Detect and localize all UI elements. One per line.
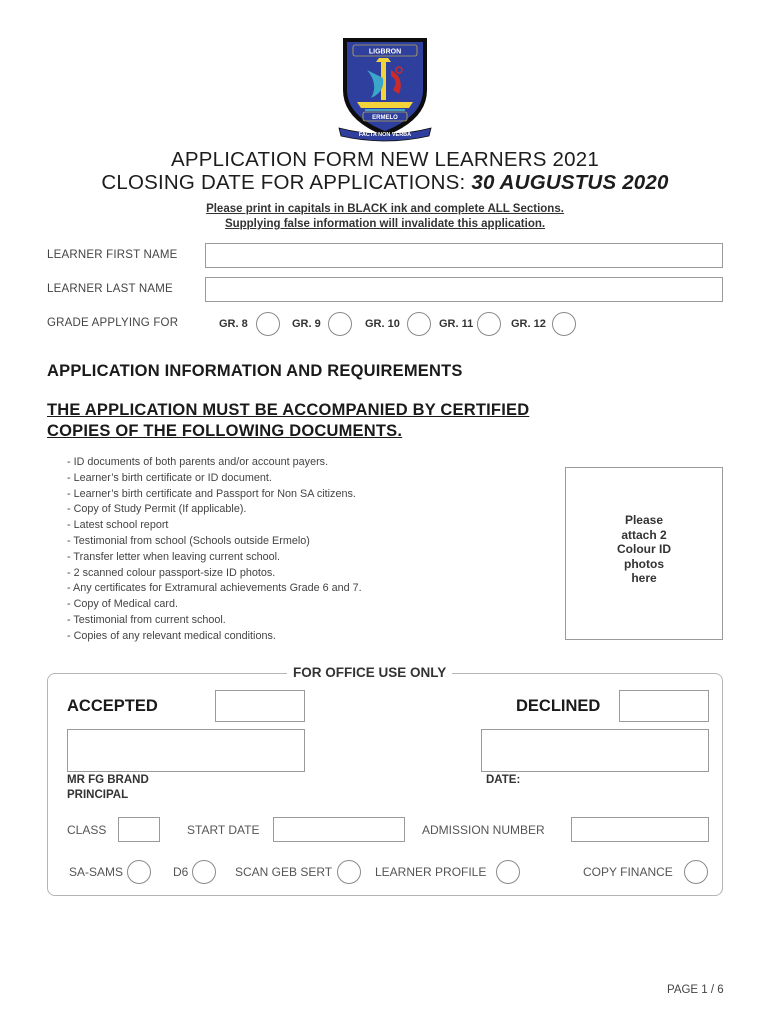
crest-bottom-text: ERMELO	[372, 115, 398, 121]
list-item: - Copy of Study Permit (If applicable).	[67, 503, 247, 516]
list-item: - ID documents of both parents and/or account payers.	[67, 456, 329, 468]
start-date-label: START DATE	[187, 823, 260, 837]
learner-profile-checkbox[interactable]	[496, 860, 520, 884]
principal-title: PRINCIPAL	[67, 789, 129, 801]
crest-motto: FACTA NON VERBA	[358, 132, 412, 138]
d6-label: D6	[173, 865, 189, 879]
grade-9-checkbox[interactable]	[328, 312, 352, 336]
list-item: - Learner’s birth certificate or ID document.	[67, 471, 272, 484]
last-name-field[interactable]	[205, 277, 723, 302]
first-name-label: LEARNER FIRST NAME	[47, 249, 178, 261]
grade-12-checkbox[interactable]	[552, 312, 576, 336]
documents-heading-line-2: COPIES OF THE FOLLOWING DOCUMENTS.	[47, 422, 403, 440]
office-use-legend: FOR OFFICE USE ONLY	[287, 665, 452, 680]
accepted-label: ACCEPTED	[67, 697, 158, 715]
grade-9-label: GR. 9	[292, 318, 321, 330]
grade-label: GRADE APPLYING FOR	[47, 317, 179, 329]
page-number: PAGE 1 / 6	[667, 984, 724, 996]
last-name-label: LEARNER LAST NAME	[47, 283, 173, 295]
list-item: - Latest school report	[67, 519, 169, 532]
list-item: - Copies of any relevant medical conditions.	[67, 629, 276, 642]
admission-number-field[interactable]	[571, 817, 709, 842]
scan-geb-sert-checkbox[interactable]	[337, 860, 361, 884]
declined-box[interactable]	[619, 690, 709, 722]
admission-number-label: ADMISSION NUMBER	[422, 823, 545, 837]
photo-instructions: Please attach 2 Colour ID photos here	[617, 513, 671, 585]
grade-10-label: GR. 10	[365, 318, 400, 330]
list-item: - Learner’s birth certificate and Passport for Non SA citizens.	[67, 487, 356, 500]
list-item: - Copy of Medical card.	[67, 598, 179, 611]
principal-signature-box[interactable]	[67, 729, 305, 772]
date-box[interactable]	[481, 729, 709, 772]
grade-8-label: GR. 8	[219, 318, 248, 330]
closing-date-label: CLOSING DATE FOR APPLICATIONS:	[101, 171, 472, 194]
grade-12-label: GR. 12	[511, 318, 546, 330]
first-name-field[interactable]	[205, 243, 723, 268]
list-item: - 2 scanned colour passport-size ID photos.	[67, 566, 276, 579]
crest-top-text: LIGBRON	[368, 48, 402, 56]
principal-block	[67, 773, 149, 803]
declined-label: DECLINED	[516, 697, 601, 715]
class-label: CLASS	[67, 823, 107, 837]
list-item: - Testimonial from current school.	[67, 613, 226, 626]
form-title: APPLICATION FORM NEW LEARNERS 2021	[171, 148, 599, 171]
date-label: DATE:	[486, 774, 521, 786]
sa-sams-label: SA-SAMS	[69, 865, 124, 879]
closing-date-value: 30 AUGUSTUS 2020	[471, 171, 669, 194]
class-field[interactable]	[118, 817, 160, 842]
scan-geb-sert-label: SCAN GEB SERT	[235, 865, 333, 879]
instruction-line-1: Please print in capitals in BLACK ink and complete ALL Sections.	[206, 203, 564, 215]
copy-finance-label: COPY FINANCE	[583, 865, 673, 879]
school-crest-logo	[335, 32, 435, 142]
list-item: - Any certificates for Extramural achievements Grade 6 and 7.	[67, 582, 362, 595]
list-item: - Transfer letter when leaving current school.	[67, 550, 281, 563]
closing-date-line	[0, 171, 770, 195]
grade-11-label: GR. 11	[439, 318, 474, 330]
accepted-box[interactable]	[215, 690, 305, 722]
instruction-line-2: Supplying false information will invalidate this application.	[224, 218, 546, 230]
copy-finance-checkbox[interactable]	[684, 860, 708, 884]
d6-checkbox[interactable]	[192, 860, 216, 884]
grade-8-checkbox[interactable]	[256, 312, 280, 336]
requirements-list	[67, 455, 547, 645]
principal-name: MR FG BRAND	[67, 774, 149, 786]
section-heading: APPLICATION INFORMATION AND REQUIREMENTS	[47, 362, 463, 380]
start-date-field[interactable]	[273, 817, 405, 842]
list-item: - Testimonial from school (Schools outside Ermelo)	[67, 534, 310, 547]
grade-11-checkbox[interactable]	[477, 312, 501, 336]
grade-10-checkbox[interactable]	[407, 312, 431, 336]
sa-sams-checkbox[interactable]	[127, 860, 151, 884]
learner-profile-label: LEARNER PROFILE	[375, 865, 487, 879]
documents-heading-line-1: THE APPLICATION MUST BE ACCOMPANIED BY CERTIFIED	[47, 401, 530, 419]
